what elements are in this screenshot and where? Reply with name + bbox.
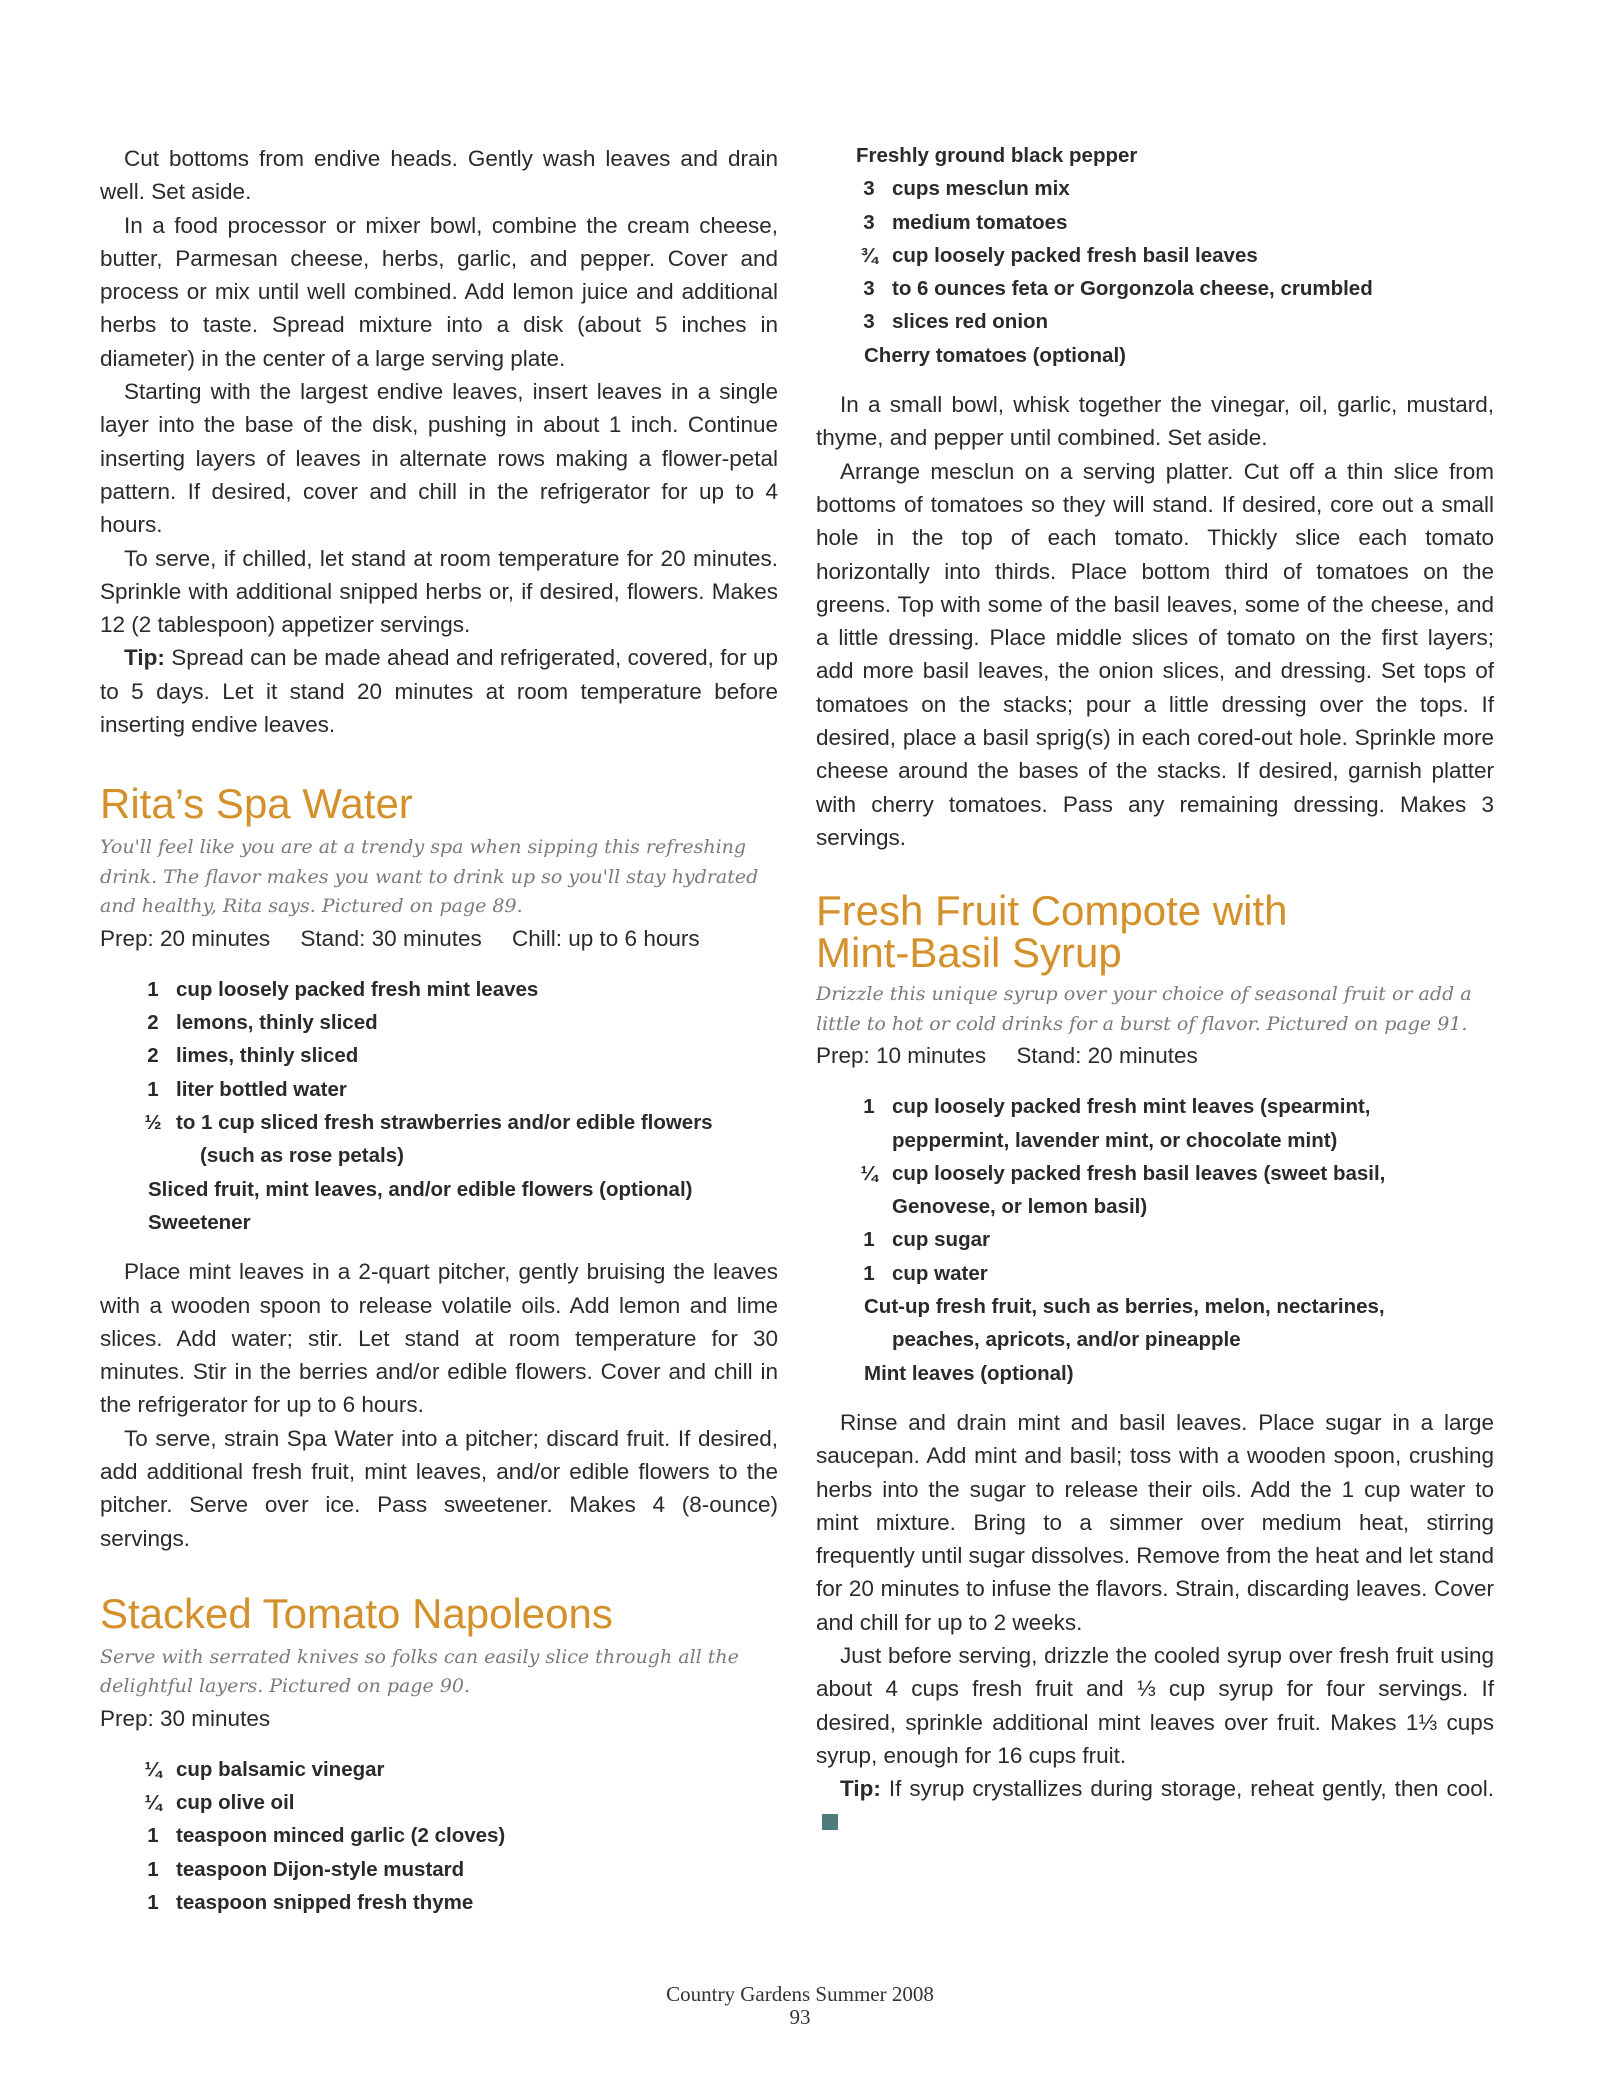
end-mark-icon: [822, 1814, 838, 1830]
endive-step-3: Starting with the largest endive leaves, insert leaves in a single layer into the base of the disk, pushing in about 1 inch. Continue inserting layers of leaves in alternate rows making a flower-petal pattern. If desired, cover and chill in the refrigerator for up to 4 hours.: [100, 379, 778, 538]
napoleons-ingredients-part2: [816, 139, 1494, 372]
compote-intro: Drizzle this unique syrup over your choice of seasonal fruit or add a little to hot or cold drinks for a burst of flavor. Pictured on page 91.: [816, 983, 1472, 1035]
compote-title-line-2: Mint-Basil Syrup: [816, 929, 1122, 977]
endive-tip: [100, 641, 778, 741]
compote-title-line-1: Fresh Fruit Compote with: [816, 887, 1288, 935]
ingredient-item: ¼ cup balsamic vinegar: [144, 1757, 385, 1781]
spa-water-ingredients: [100, 973, 778, 1239]
spa-water-step-1: Place mint leaves in a 2-quart pitcher, gently bruising the leaves with a wooden spoon to release volatile oils. Add lemon and lime slices. Add water; stir. Let stand at room temperature for 30 minutes. Stir in the berries and/or edible flowers. Cover and chill in the refrigerator for up to 6 hours.: [100, 1259, 778, 1418]
stand-time: Stand: 20 minutes: [1016, 1043, 1198, 1069]
chill-time: Chill: up to 6 hours: [512, 925, 700, 951]
ingredient-item: ¼ cup olive oil: [144, 1791, 295, 1815]
ingredient-item: (such as rose petals): [200, 1144, 404, 1168]
compote-ingredients: [816, 1090, 1494, 1390]
ingredient-item: 1 teaspoon snipped fresh thyme: [147, 1891, 474, 1915]
ingredient-item: Cut-up fresh fruit, such as berries, melon, nectarines,: [864, 1295, 1385, 1319]
endive-step-2: In a food processor or mixer bowl, combine the cream cheese, butter, Parmesan cheese, herbs, garlic, and pepper. Cover and process or mix until well combined. Add lemon juice and additional herbs to taste. Spread mixture into a disk (about 5 inches in diameter) in the center of a large serving plate.: [100, 212, 778, 371]
napoleons-step-2: Arrange mesclun on a serving platter. Cut off a thin slice from bottoms of tomatoes so they will stand. If desired, core out a small hole in the top of each tomato. Thickly slice each tomato horizontally into thirds. Place bottom third of tomatoes on the greens. Top with some of the basil leaves, some of the cheese, and a little dressing. Place middle slices of tomato on the first layers; add more basil leaves, the onion slices, and dressing. Set tops of tomatoes on the stacks; pour a little dressing over the tops. If desired, place a basil sprig(s) in each cored-out hole. Sprinkle more cheese around the bases of the stacks. If desired, garnish platter with cherry tomatoes. Pass any remaining dressing. Makes 3 servings.: [816, 458, 1494, 850]
spa-water-times: [100, 922, 778, 955]
tip-label: Tip:: [124, 645, 165, 671]
stand-time: Stand: 30 minutes: [300, 925, 482, 951]
ingredient-item: Freshly ground black pepper: [856, 144, 1138, 167]
napoleons-step-1: In a small bowl, whisk together the vinegar, oil, garlic, mustard, thyme, and pepper until combined. Set aside.: [816, 392, 1494, 451]
compote-step-1: Rinse and drain mint and basil leaves. Place sugar in a large saucepan. Add mint and basil; toss with a wooden spoon, crushing herbs into the sugar to release their oils. Add the 1 cup water to mint mixture. Bring to a simmer over medium heat, stirring frequently until sugar dissolves. Remove from the heat and let stand for 20 minutes to infuse the flavors. Strain, discarding leaves. Cover and chill for up to 2 weeks.: [816, 1409, 1494, 1635]
ingredient-item: ¼ cup loosely packed fresh basil leaves (sweet basil,: [860, 1161, 1386, 1185]
ingredient-item: Mint leaves (optional): [864, 1361, 1074, 1385]
napoleons-intro: Serve with serrated knives so folks can easily slice through all the delightful layers. Pictured on page 90.: [100, 1645, 739, 1698]
tip-text: If syrup crystallizes during storage, reheat gently, then cool.: [880, 1776, 1494, 1802]
ingredient-item: 3 cups mesclun mix: [863, 177, 1070, 201]
page-number: 93: [789, 2005, 811, 2029]
ingredient-item: peppermint, lavender mint, or chocolate mint): [892, 1128, 1338, 1152]
ingredient-item: 2 lemons, thinly sliced: [147, 1011, 378, 1035]
ingredient-item: Sliced fruit, mint leaves, and/or edible flowers (optional): [148, 1177, 693, 1201]
ingredient-item: 3 medium tomatoes: [863, 210, 1068, 234]
compote-title: [816, 887, 1494, 977]
ingredient-item: 1 cup sugar: [863, 1228, 990, 1252]
compote-times: [816, 1039, 1494, 1072]
spa-water-title: Rita’s Spa Water: [100, 780, 413, 828]
page-footer: [0, 1983, 1600, 2029]
ingredient-item: 1 teaspoon minced garlic (2 cloves): [147, 1824, 506, 1848]
ingredient-item: 1 cup loosely packed fresh mint leaves (spearmint,: [863, 1095, 1371, 1119]
publication-name: Country Gardens Summer 2008: [666, 1982, 934, 2006]
tip-label: Tip:: [840, 1776, 881, 1802]
prep-time: Prep: 10 minutes: [816, 1043, 987, 1069]
prep-time: Prep: 20 minutes: [100, 925, 271, 951]
spa-water-intro: You'll feel like you are at a trendy spa when sipping this refreshing drink. The flavor makes you want to drink up so you'll stay hydrated and healthy, Rita says. Pictured on page 89.: [100, 836, 759, 918]
left-column: [100, 142, 778, 1919]
endive-step-1: Cut bottoms from endive heads. Gently wash leaves and drain well. Set aside.: [100, 146, 778, 205]
ingredient-item: 1 teaspoon Dijon-style mustard: [147, 1857, 465, 1881]
napoleons-ingredients-part1: [100, 1753, 778, 1919]
ingredient-item: 1 cup water: [863, 1261, 988, 1285]
spa-water-step-2: To serve, strain Spa Water into a pitcher; discard fruit. If desired, add additional fresh fruit, mint leaves, and/or edible flowers to the pitcher. Serve over ice. Pass sweetener. Makes 4 (8-ounce) servings.: [100, 1425, 778, 1551]
napoleons-title: Stacked Tomato Napoleons: [100, 1589, 613, 1637]
endive-step-4: To serve, if chilled, let stand at room temperature for 20 minutes. Sprinkle with additional snipped herbs or, if desired, flowers. Makes 12 (2 tablespoon) appetizer servings.: [100, 545, 778, 638]
ingredient-item: peaches, apricots, and/or pineapple: [892, 1328, 1241, 1352]
ingredient-item: 2 limes, thinly sliced: [147, 1044, 359, 1068]
ingredient-item: 1 cup loosely packed fresh mint leaves: [147, 977, 539, 1001]
tip-text: Spread can be made ahead and refrigerated, covered, for up to 5 days. Let it stand 20 minutes at room temperature before inserting endive leaves.: [100, 645, 778, 738]
ingredient-item: 1 liter bottled water: [147, 1077, 347, 1101]
right-column: [816, 139, 1494, 1839]
compote-step-2: Just before serving, drizzle the cooled syrup over fresh fruit using about 4 cups fresh fruit and ⅓ cup syrup for four servings. If desired, sprinkle additional mint leaves over fruit. Makes 1⅓ cups syrup, enough for 16 cups fruit.: [816, 1642, 1494, 1768]
compote-tip: [816, 1772, 1494, 1839]
ingredient-item: ½ to 1 cup sliced fresh strawberries and/or edible flowers: [144, 1111, 713, 1135]
ingredient-item: Genovese, or lemon basil): [892, 1195, 1148, 1219]
ingredient-item: 3 slices red onion: [863, 310, 1049, 334]
ingredient-item: ¾ cup loosely packed fresh basil leaves: [860, 243, 1258, 267]
napoleons-prep-time: Prep: 30 minutes: [100, 1705, 271, 1731]
ingredient-item: Sweetener: [148, 1210, 251, 1234]
ingredient-item: 3 to 6 ounces feta or Gorgonzola cheese, crumbled: [863, 277, 1373, 301]
ingredient-item: Cherry tomatoes (optional): [864, 343, 1126, 367]
